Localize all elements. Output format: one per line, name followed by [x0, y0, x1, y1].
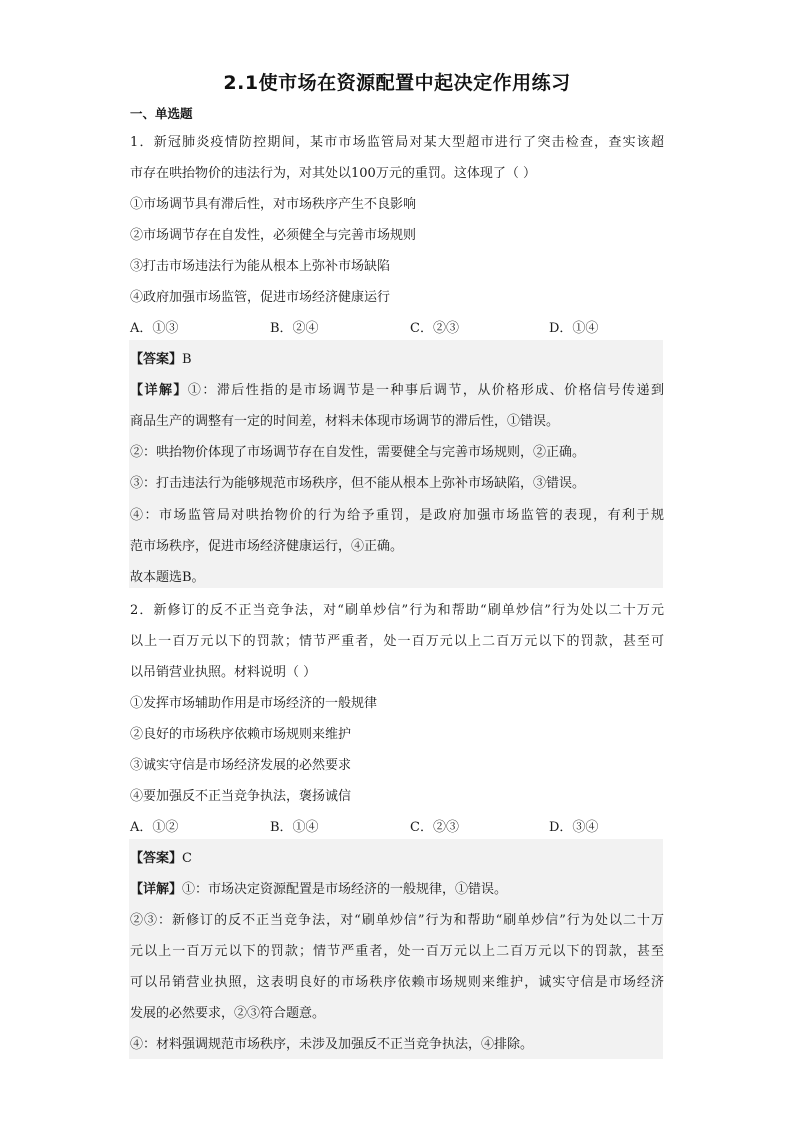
- q1-option-a: A．①③: [130, 321, 179, 336]
- q2-option-b: B．①④: [270, 820, 319, 835]
- q1-detail-line: ④：市场监管局对哄抬物价的行为给予重罚，是政府加强市场监管的表现，有利于规: [130, 508, 664, 523]
- q1-answer: [130, 348, 664, 367]
- q2-statement: ④要加强反不正当竞争执法，褒扬诚信: [130, 789, 352, 804]
- detail-label: 【详解】: [130, 882, 183, 897]
- q2-statement: ②良好的市场秩序依赖市场规则来维护: [130, 727, 352, 742]
- q1-statement: ②市场调节存在自发性，必须健全与完善市场规则: [130, 228, 417, 243]
- q2-statement: ③诚实守信是市场经济发展的必然要求: [130, 758, 352, 773]
- answer-label: 【答案】: [130, 352, 183, 367]
- q1-detail-line: 故本题选B。: [130, 570, 205, 585]
- q2-statement: ①发挥市场辅助作用是市场经济的一般规律: [130, 696, 378, 711]
- q1-stem-line: 1．新冠肺炎疫情防控期间，某市市场监管局对某大型超市进行了突击检查，查实该超: [130, 135, 664, 150]
- q1-option-b: B．②④: [270, 321, 319, 336]
- q2-option-d: D．③④: [549, 820, 599, 835]
- answer-value: C: [182, 851, 192, 866]
- q1-statement: ③打击市场违法行为能从根本上弥补市场缺陷: [130, 259, 391, 274]
- q2-option-c: C．②③: [410, 820, 459, 835]
- q2-detail-line: 可以吊销营业执照，这表明良好的市场秩序依赖市场规则来维护，诚实守信是市场经济: [130, 975, 664, 990]
- q2-detail-line: 元以上一百万元以下的罚款；情节严重者，处一百万元以上二百万元以下的罚款，甚至: [130, 944, 664, 959]
- q2-option-a: A．①②: [130, 820, 179, 835]
- q1-stem-line: 市存在哄抬物价的违法行为，对其处以100万元的重罚。这体现了（ ）: [130, 166, 536, 181]
- q1-detail-line: ②：哄抬物价体现了市场调节存在自发性，需要健全与完善市场规则，②正确。: [130, 445, 586, 460]
- section-heading: 一、单选题: [130, 106, 193, 121]
- q1-option-c: C．②③: [410, 321, 459, 336]
- detail-text: ①：市场决定资源配置是市场经济的一般规律，①错误。: [182, 882, 508, 897]
- q2-answer: [130, 847, 664, 866]
- q2-stem-line: 以吊销营业执照。材料说明（ ）: [130, 665, 317, 680]
- page-title: 2.1使市场在资源配置中起决定作用练习: [223, 72, 571, 94]
- detail-label: 【详解】: [130, 383, 188, 398]
- q1-statement: ④政府加强市场监管，促进市场经济健康运行: [130, 290, 391, 305]
- detail-text: ①：滞后性指的是市场调节是一种事后调节，从价格形成、价格信号传递到: [187, 383, 664, 398]
- q1-statement: ①市场调节具有滞后性，对市场秩序产生不良影响: [130, 197, 417, 212]
- q2-detail-line: 发展的必然要求，②③符合题意。: [130, 1006, 326, 1021]
- q1-detail-line: 范市场秩序，促进市场经济健康运行，④正确。: [130, 539, 404, 554]
- q1-detail-line: ③：打击违法行为能够规范市场秩序，但不能从根本上弥补市场缺陷，③错误。: [130, 476, 586, 491]
- q1-option-d: D．①④: [549, 321, 599, 336]
- answer-value: B: [182, 352, 192, 367]
- q2-stem-line: 以上一百万元以下的罚款；情节严重者，处一百万元以上二百万元以下的罚款，甚至可: [130, 634, 664, 649]
- q2-detail-line: ②③：新修订的反不正当竞争法，对“刷单炒信”行为和帮助“刷单炒信”行为处以二十万: [130, 913, 664, 928]
- q2-detail-line: [130, 878, 664, 897]
- answer-label: 【答案】: [130, 851, 183, 866]
- q2-stem-line: 2．新修订的反不正当竞争法，对“刷单炒信”行为和帮助“刷单炒信”行为处以二十万元: [130, 603, 664, 618]
- q2-detail-line: ④：材料强调规范市场秩序，未涉及加强反不正当竞争执法，④排除。: [130, 1037, 534, 1052]
- q1-detail-line: 商品生产的调整有一定的时间差，材料未体现市场调节的滞后性，①错误。: [130, 414, 560, 429]
- q1-detail-line: [130, 379, 664, 398]
